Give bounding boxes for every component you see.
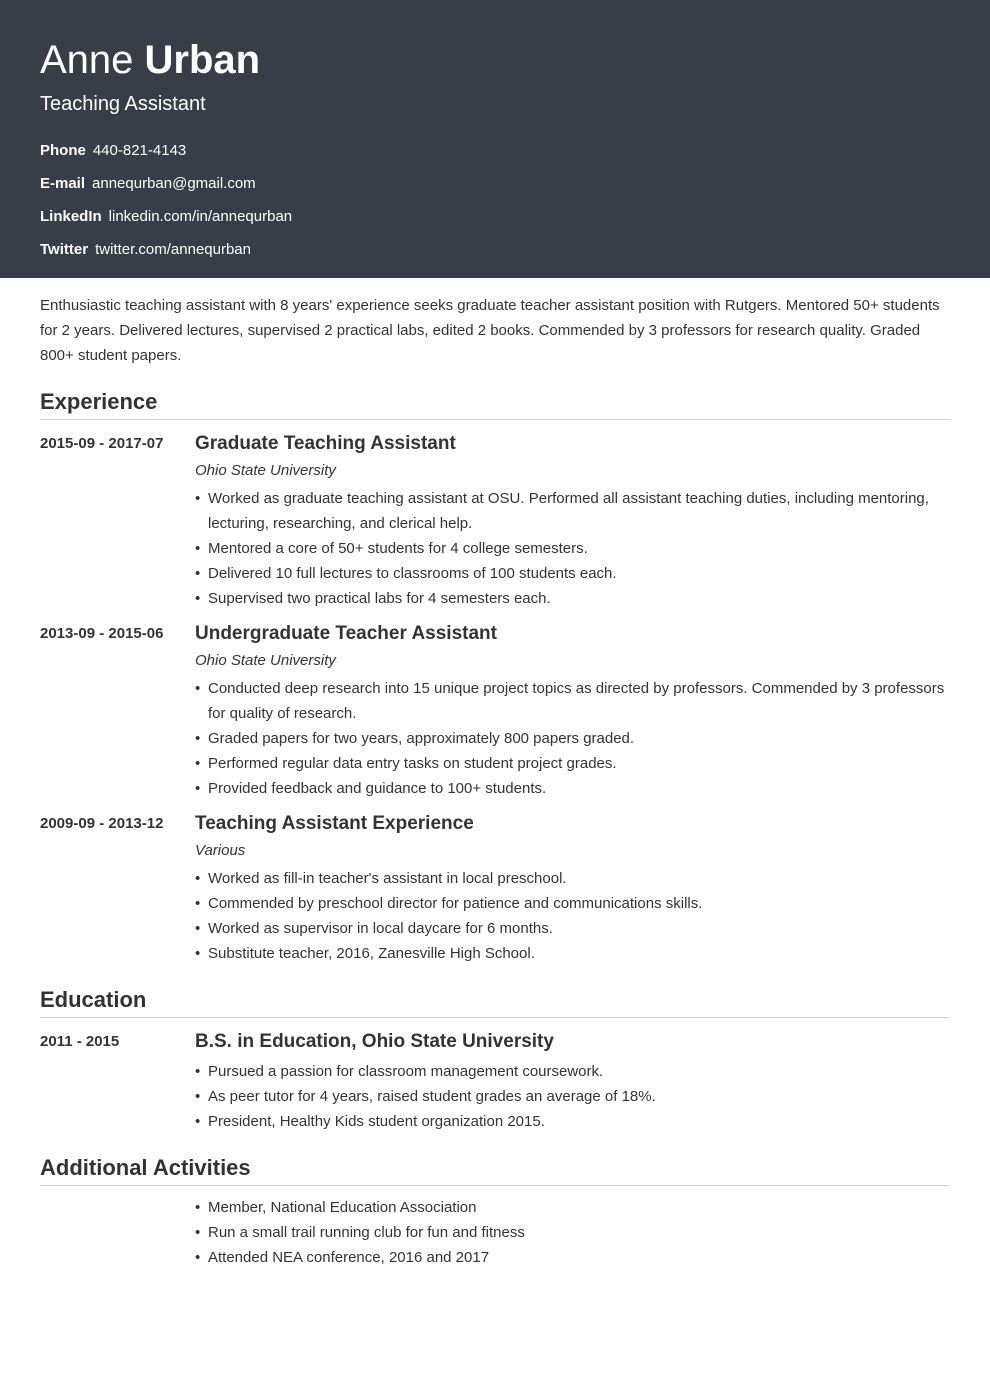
entry-organization: Various: [195, 842, 246, 859]
contact-label: Twitter: [40, 241, 89, 258]
list-item: • Substitute teacher, 2016, Zanesville High School.: [195, 941, 950, 966]
activities-heading: Additional Activities: [40, 1154, 950, 1186]
twitter-link[interactable]: twitter.com/annequrban: [95, 241, 251, 258]
email-link[interactable]: annequrban@gmail.com: [92, 175, 256, 192]
first-name: Anne: [40, 38, 134, 82]
entry-title: Graduate Teaching Assistant: [195, 433, 456, 454]
activities-bullets: [195, 1195, 950, 1270]
list-item: • As peer tutor for 4 years, raised student grades an average of 18%.: [195, 1084, 950, 1109]
entry-bullets: [195, 866, 950, 966]
phone-value: 440-821-4143: [92, 142, 187, 159]
contact-twitter: [40, 240, 251, 260]
list-item: • Worked as fill-in teacher's assistant in local preschool.: [195, 866, 950, 891]
list-item: • Performed regular data entry tasks on student project grades.: [195, 751, 950, 776]
list-item: • Pursued a passion for classroom management coursework.: [195, 1059, 950, 1084]
entry-title: B.S. in Education, Ohio State University: [195, 1031, 554, 1052]
entry-bullets: [195, 676, 950, 801]
summary-paragraph: Enthusiastic teaching assistant with 8 years' experience seeks graduate teacher assistant position with Rutgers. Mentored 50+ students for 2 years. Delivered lectures, supervised 2 practical labs, edited 2 books. Commended by 3 professors for research quality. Graded 800+ student papers.: [40, 297, 940, 364]
job-role: Teaching Assistant: [40, 93, 206, 115]
entry-dates: 2013-09 - 2015-06: [40, 625, 164, 642]
entry-title: Undergraduate Teacher Assistant: [195, 623, 497, 644]
last-name: Urban: [144, 38, 261, 82]
entry-dates: 2009-09 - 2013-12: [40, 815, 164, 832]
list-item: • Conducted deep research into 15 unique project topics as directed by professors. Commended by 3 professors for quality of research.: [195, 676, 950, 726]
entry-bullets: [195, 1059, 950, 1134]
candidate-name: [40, 36, 260, 84]
entry-title: Teaching Assistant Experience: [195, 813, 474, 834]
entry-bullets: [195, 486, 950, 611]
list-item: • Mentored a core of 50+ students for 4 college semesters.: [195, 536, 950, 561]
resume-header: [0, 0, 990, 278]
linkedin-link[interactable]: linkedin.com/in/annequrban: [108, 208, 293, 225]
entry-organization: Ohio State University: [195, 652, 336, 669]
list-item: • Attended NEA conference, 2016 and 2017: [195, 1245, 950, 1270]
list-item: • Run a small trail running club for fun and fitness: [195, 1220, 950, 1245]
education-heading: Education: [40, 986, 950, 1018]
contact-label: E-mail: [40, 175, 86, 192]
list-item: • Provided feedback and guidance to 100+ students.: [195, 776, 950, 801]
entry-dates: 2011 - 2015: [40, 1033, 120, 1050]
list-item: • Worked as graduate teaching assistant at OSU. Performed all assistant teaching duties, including mentoring, lecturing, researching, and clerical help.: [195, 486, 950, 536]
entry-dates: 2015-09 - 2017-07: [40, 435, 164, 452]
contact-label: LinkedIn: [40, 208, 102, 225]
contact-label: Phone: [40, 142, 86, 159]
contact-phone: [40, 141, 186, 161]
contact-email: [40, 174, 256, 194]
entry-organization: Ohio State University: [195, 462, 336, 479]
contact-linkedin: [40, 207, 292, 227]
list-item: • Commended by preschool director for patience and communications skills.: [195, 891, 950, 916]
experience-heading: Experience: [40, 388, 950, 420]
list-item: • Worked as supervisor in local daycare for 6 months.: [195, 916, 950, 941]
list-item: • President, Healthy Kids student organization 2015.: [195, 1109, 950, 1134]
list-item: • Delivered 10 full lectures to classrooms of 100 students each.: [195, 561, 950, 586]
list-item: • Supervised two practical labs for 4 semesters each.: [195, 586, 950, 611]
list-item: • Graded papers for two years, approximately 800 papers graded.: [195, 726, 950, 751]
list-item: • Member, National Education Association: [195, 1195, 950, 1220]
